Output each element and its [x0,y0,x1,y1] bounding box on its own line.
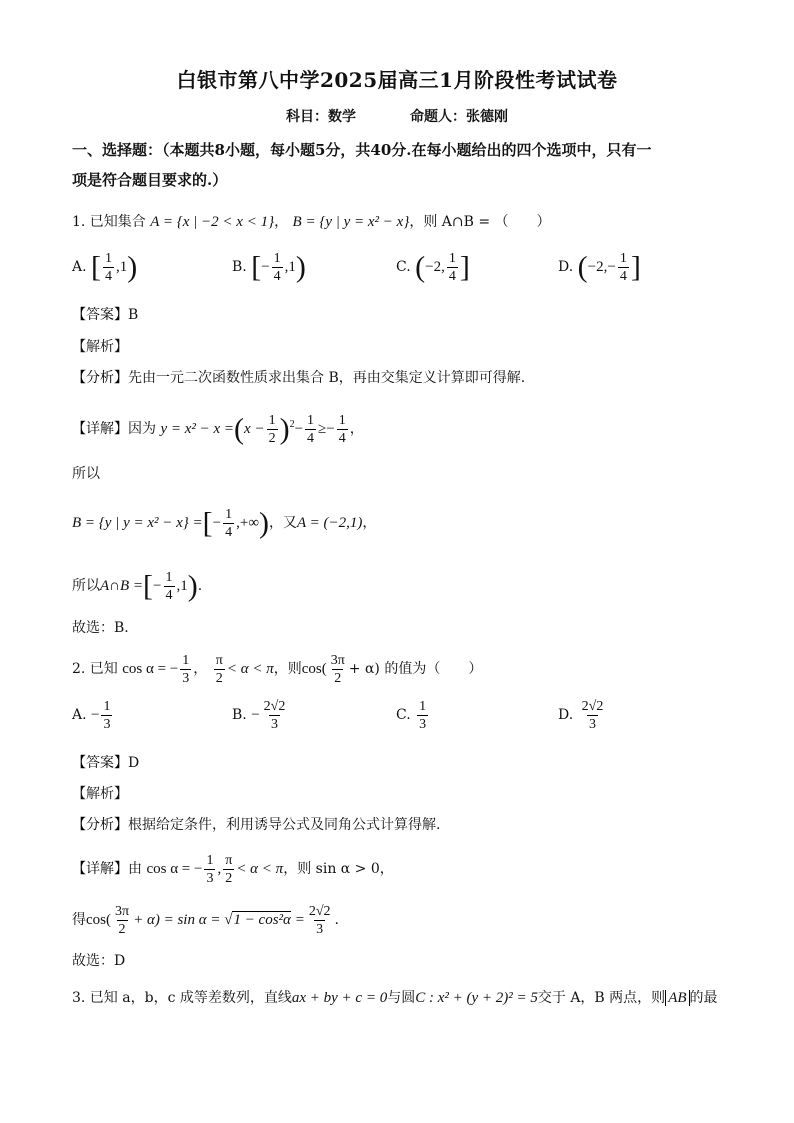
section-heading-line1: 一、选择题：（本题共8小题，每小题5分，共40分.在每小题给出的四个选项中，只有一 [72,141,652,159]
q3-stem: 3. 已知 a，b，c 成等差数列，直线ax + by + c = 0与圆C : x² + (y + 2)² = 5交于 A，B 两点，则 AB 的最 [72,990,718,1006]
q1-answer: 【答案】B [72,307,139,323]
q1-option-d[interactable]: D. (−2,− $\frac{1}{4}$ ] [558,250,641,284]
q2-conclusion: 故选：D [72,953,126,969]
q1-intersect-line: 所以A∩B =[− $\frac{1}{4}$ ,1). [72,569,203,603]
q1-b-set-line: B = {y | y = x² − x} =[− $\frac{1}{4}$ ,+∞)，又A = (−2,1)， [72,506,377,540]
q2-option-b[interactable]: B. − $\frac{2√2}{3}$ [232,699,286,732]
q2-option-c[interactable]: C. $\frac{1}{3}$ [396,699,427,732]
q1-option-b[interactable]: B. [− $\frac{1}{4}$ ,1) [232,250,306,284]
q2-fenxi: 【分析】根据给定条件，利用诱导公式及同角公式计算得解. [72,817,441,833]
q2-option-a[interactable]: A. − $\frac{1}{3}$ [72,699,111,732]
q1-option-a[interactable]: A. [ $\frac{1}{4}$ ,1) [72,250,138,284]
q1-stem: 1. 已知集合 A = {x | −2 < x < 1}， B = {y | y = x² − x}，则 A∩B = （ ） [72,214,551,230]
author-label: 命题人：张德刚 [410,109,508,125]
subject-label: 科目：数学 [286,109,356,125]
q2-result: 得cos( $\frac{3\pi}{2}$ + α) = sin α = √1 − cos²α = $\frac{2√2}{3}$ . [72,904,339,937]
q1-fenxi: 【分析】先由一元二次函数性质求出集合 B，再由交集定义计算即可得解. [72,370,526,386]
q1-conclusion: 故选：B. [72,620,129,636]
q1-option-c[interactable]: C. (−2, $\frac{1}{4}$ ] [396,250,470,284]
q2-option-d[interactable]: D. $\frac{2√2}{3}$ [558,699,604,732]
q1-ask: ，则 A∩B = （ ） [409,214,551,230]
q1-set-b: B = {y | y = x² − x} [292,214,410,230]
section-heading-line2: 项是符合题目要求的.） [72,171,228,189]
page-title: 白银市第八中学2025届高三1月阶段性考试试卷 [176,68,618,92]
q1-detail: 【详解】因为 y = x² − x =(x − $\frac{1}{2}$ )$^2$− $\frac{1}{4}$ ≥− $\frac{1}{4}$ ， [72,412,364,446]
q2-analysis-tag: 【解析】 [72,786,128,802]
q1-analysis-tag: 【解析】 [72,339,128,355]
q2-answer: 【答案】D [72,755,140,771]
q1-suoyi: 所以 [72,466,100,482]
q2-stem: 2. 已知 cos α = − $\frac{1}{3}$ ， $\frac{\pi}{2}$ < α < π，则cos( $\frac{3\pi}{2}$ + α) 的值为（ ） [72,653,483,686]
q1-set-a: A = {x | −2 < x < 1} [150,214,275,230]
q2-detail: 【详解】由 cos α = − $\frac{1}{3}$ , $\frac{\pi}{2}$ < α < π，则 sin α > 0， [72,853,394,886]
exam-meta [0,107,794,127]
